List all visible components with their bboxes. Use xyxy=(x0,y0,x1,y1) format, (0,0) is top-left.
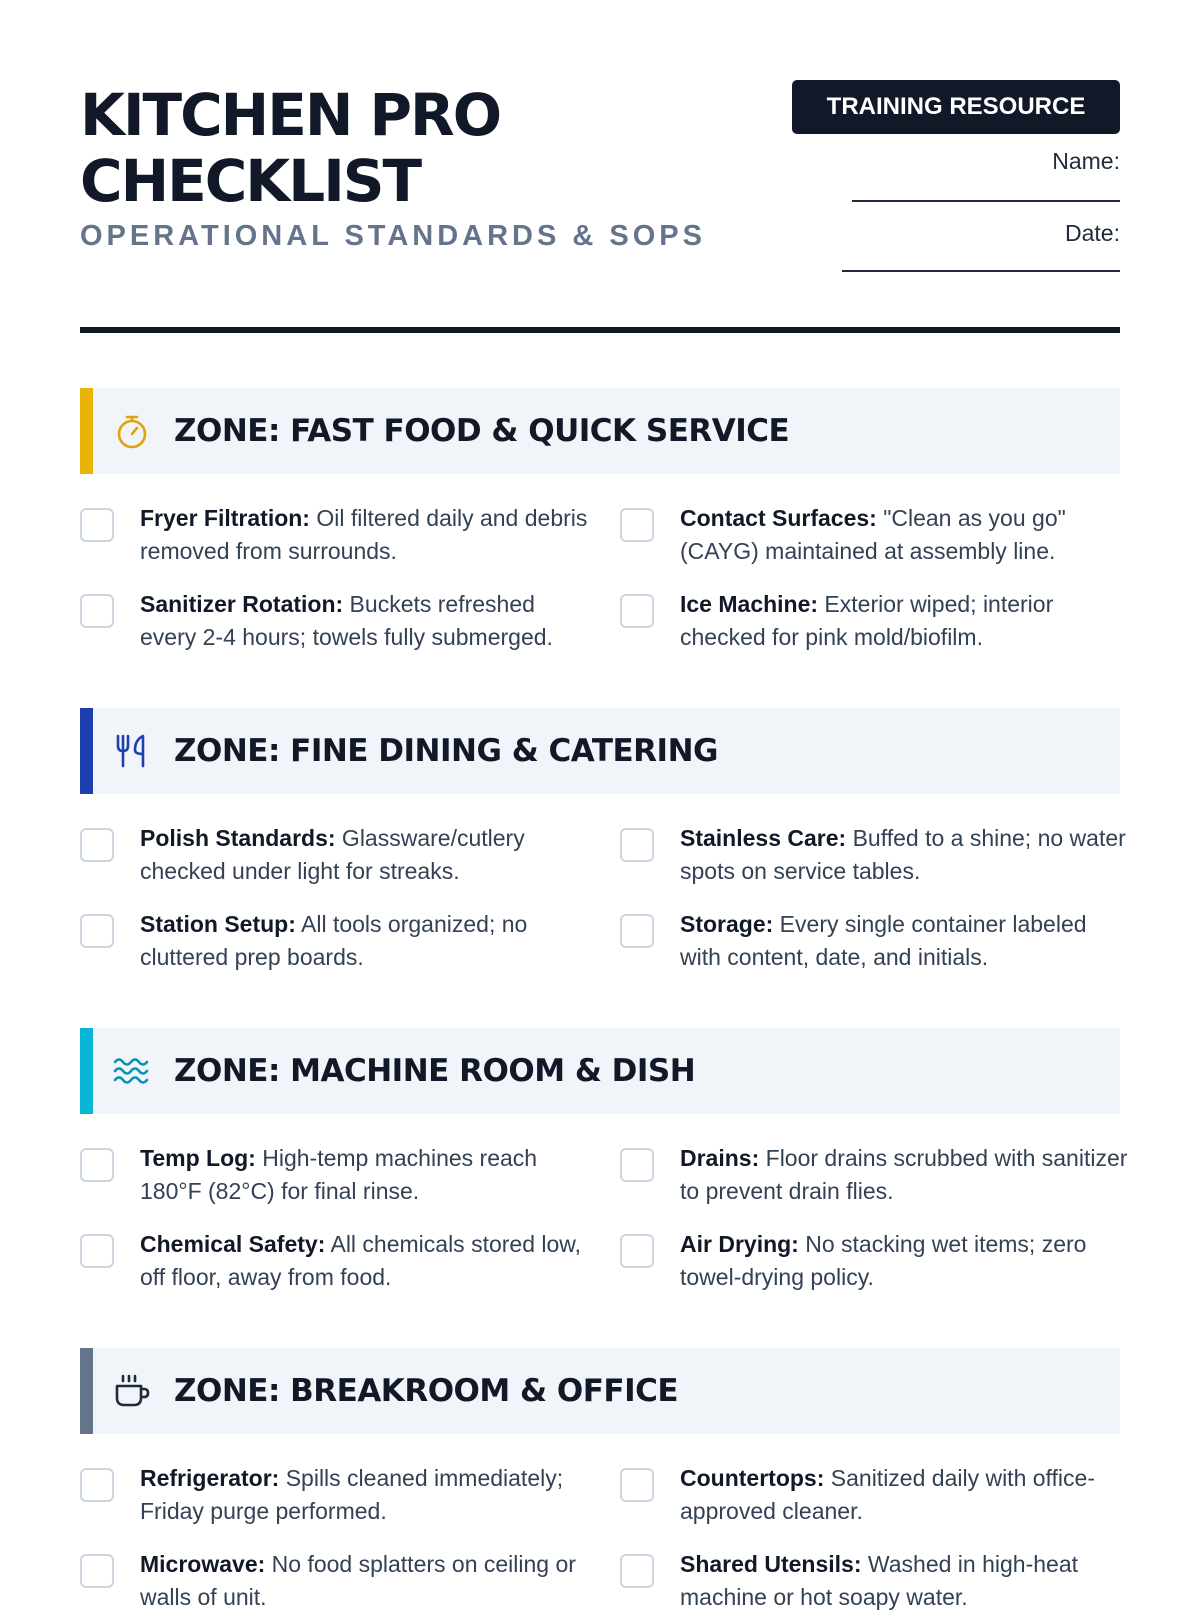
item-label: Shared Utensils: xyxy=(680,1551,862,1577)
item-description: Spills cleaned immediately; Friday purge performed. xyxy=(140,1465,564,1524)
checkbox[interactable] xyxy=(80,1148,114,1182)
item-description: Buffed to a shine; no water spots on service tables. xyxy=(680,825,1126,884)
name-label: Name: xyxy=(1052,148,1120,174)
item-label: Station Setup: xyxy=(140,911,296,937)
item-label: Refrigerator: xyxy=(140,1465,280,1491)
checkbox[interactable] xyxy=(80,1554,114,1588)
checkbox[interactable] xyxy=(620,914,654,948)
item-description: Glassware/cutlery checked under light for streaks. xyxy=(140,825,525,884)
item-description: Every single container labeled with content, date, and initials. xyxy=(680,911,1087,970)
zone-title: ZONE: MACHINE ROOM & DISH xyxy=(174,1053,696,1089)
checkbox[interactable] xyxy=(80,1468,114,1502)
item-description: Oil filtered daily and debris removed from surrounds. xyxy=(140,505,588,564)
checkbox[interactable] xyxy=(620,594,654,628)
item-description: "Clean as you go" (CAYG) maintained at assembly line. xyxy=(680,505,1066,564)
checkbox[interactable] xyxy=(80,914,114,948)
item-description: Floor drains scrubbed with sanitizer to prevent drain flies. xyxy=(680,1145,1128,1204)
zone-header xyxy=(80,388,1120,474)
item-label: Drains: xyxy=(680,1145,760,1171)
item-label: Ice Machine: xyxy=(680,591,819,617)
item-label: Temp Log: xyxy=(140,1145,256,1171)
item-label: Sanitizer Rotation: xyxy=(140,591,344,617)
utensils-icon xyxy=(113,732,151,770)
checkbox[interactable] xyxy=(620,1148,654,1182)
date-field[interactable] xyxy=(842,270,1120,272)
item-label: Countertops: xyxy=(680,1465,825,1491)
item-label: Contact Surfaces: xyxy=(680,505,877,531)
checkbox[interactable] xyxy=(620,1234,654,1268)
item-description: Sanitized daily with office-approved cleaner. xyxy=(680,1465,1095,1524)
checkbox[interactable] xyxy=(80,1234,114,1268)
zone-title: ZONE: FAST FOOD & QUICK SERVICE xyxy=(174,413,790,449)
stopwatch-icon xyxy=(113,412,151,450)
zone-accent-bar xyxy=(80,388,93,474)
item-description: Exterior wiped; interior checked for pink mold/biofilm. xyxy=(680,591,1054,650)
zone-accent-bar xyxy=(80,1028,93,1114)
page-header xyxy=(80,0,1120,340)
checkbox[interactable] xyxy=(80,594,114,628)
zone-fine-dining xyxy=(80,708,1126,984)
item-description: All chemicals stored low, off floor, away from food. xyxy=(140,1231,582,1290)
item-description: Washed in high-heat machine or hot soapy water. xyxy=(680,1551,1079,1610)
zone-header xyxy=(80,1348,1120,1434)
item-label: Polish Standards: xyxy=(140,825,336,851)
item-label: Stainless Care: xyxy=(680,825,847,851)
item-label: Air Drying: xyxy=(680,1231,799,1257)
zone-breakroom xyxy=(80,1348,1120,1624)
checkbox[interactable] xyxy=(80,508,114,542)
item-description: No stacking wet items; zero towel-drying policy. xyxy=(680,1231,1087,1290)
checkbox[interactable] xyxy=(620,508,654,542)
zone-machine-room xyxy=(80,1028,1128,1304)
page-title xyxy=(80,82,640,214)
item-label: Chemical Safety: xyxy=(140,1231,326,1257)
training-resource-badge: TRAINING RESOURCE xyxy=(792,80,1120,134)
name-field[interactable] xyxy=(852,200,1120,202)
zone-header xyxy=(80,708,1120,794)
item-description: All tools organized; no cluttered prep boards. xyxy=(140,911,528,970)
header-divider xyxy=(80,327,1120,333)
item-label: Microwave: xyxy=(140,1551,266,1577)
zone-header xyxy=(80,1028,1120,1114)
item-description: Buckets refreshed every 2-4 hours; towels fully submerged. xyxy=(140,591,553,650)
page-subtitle: OPERATIONAL STANDARDS & SOPS xyxy=(80,220,706,252)
waves-icon xyxy=(113,1052,151,1090)
date-label: Date: xyxy=(1065,220,1120,246)
zone-fast-food xyxy=(80,388,1120,664)
zone-accent-bar xyxy=(80,1348,93,1434)
item-description: High-temp machines reach 180°F (82°C) for final rinse. xyxy=(140,1145,538,1204)
title-line-2: CHECKLIST xyxy=(80,147,421,215)
zone-title: ZONE: FINE DINING & CATERING xyxy=(174,733,718,769)
item-description: No food splatters on ceiling or walls of unit. xyxy=(140,1551,576,1610)
zone-title: ZONE: BREAKROOM & OFFICE xyxy=(174,1373,679,1409)
checkbox[interactable] xyxy=(80,828,114,862)
zone-accent-bar xyxy=(80,708,93,794)
checkbox[interactable] xyxy=(620,1554,654,1588)
title-line-1: KITCHEN PRO xyxy=(80,81,501,149)
item-label: Fryer Filtration: xyxy=(140,505,310,531)
coffee-cup-icon xyxy=(113,1372,151,1410)
item-label: Storage: xyxy=(680,911,774,937)
checkbox[interactable] xyxy=(620,828,654,862)
checkbox[interactable] xyxy=(620,1468,654,1502)
